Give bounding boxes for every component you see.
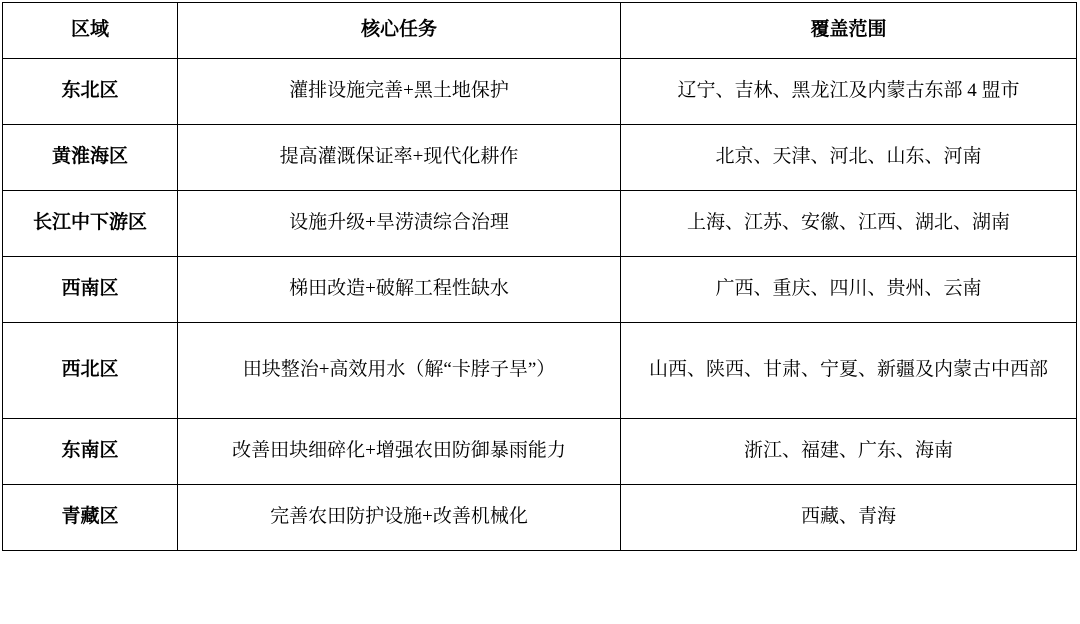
column-header-region: 区域 — [3, 3, 178, 59]
cell-task: 田块整治+高效用水（解“卡脖子旱”） — [178, 323, 621, 419]
cell-scope — [621, 323, 1077, 419]
table-row — [3, 257, 1077, 323]
cell-scope-text: 山西、陕西、甘肃、宁夏、新疆及内蒙古中西部 — [648, 359, 1048, 381]
table-row — [3, 59, 1077, 125]
cell-scope: 辽宁、吉林、黑龙江及内蒙古东部 4 盟市 — [621, 59, 1077, 125]
cell-region: 西南区 — [3, 257, 178, 323]
cell-scope: 浙江、福建、广东、海南 — [621, 419, 1077, 485]
cell-region: 东北区 — [3, 59, 178, 125]
table-body — [3, 59, 1077, 551]
cell-region: 青藏区 — [3, 485, 178, 551]
document-page — [0, 2, 1080, 624]
cell-task: 灌排设施完善+黑土地保护 — [178, 59, 621, 125]
cell-scope: 广西、重庆、四川、贵州、云南 — [621, 257, 1077, 323]
table-header — [3, 3, 1077, 59]
cell-scope: 西藏、青海 — [621, 485, 1077, 551]
table-row — [3, 419, 1077, 485]
cell-scope: 北京、天津、河北、山东、河南 — [621, 125, 1077, 191]
table-row — [3, 485, 1077, 551]
cell-task: 完善农田防护设施+改善机械化 — [178, 485, 621, 551]
region-task-table — [2, 2, 1077, 551]
table-row — [3, 323, 1077, 419]
cell-region: 长江中下游区 — [3, 191, 178, 257]
column-header-task: 核心任务 — [178, 3, 621, 59]
cell-task: 梯田改造+破解工程性缺水 — [178, 257, 621, 323]
cell-region: 黄淮海区 — [3, 125, 178, 191]
table-row — [3, 125, 1077, 191]
column-header-scope: 覆盖范围 — [621, 3, 1077, 59]
table-row — [3, 191, 1077, 257]
table-header-row — [3, 3, 1077, 59]
cell-scope: 上海、江苏、安徽、江西、湖北、湖南 — [621, 191, 1077, 257]
cell-task: 设施升级+旱涝渍综合治理 — [178, 191, 621, 257]
cell-task: 改善田块细碎化+增强农田防御暴雨能力 — [178, 419, 621, 485]
cell-task: 提高灌溉保证率+现代化耕作 — [178, 125, 621, 191]
cell-region: 东南区 — [3, 419, 178, 485]
cell-region: 西北区 — [3, 323, 178, 419]
